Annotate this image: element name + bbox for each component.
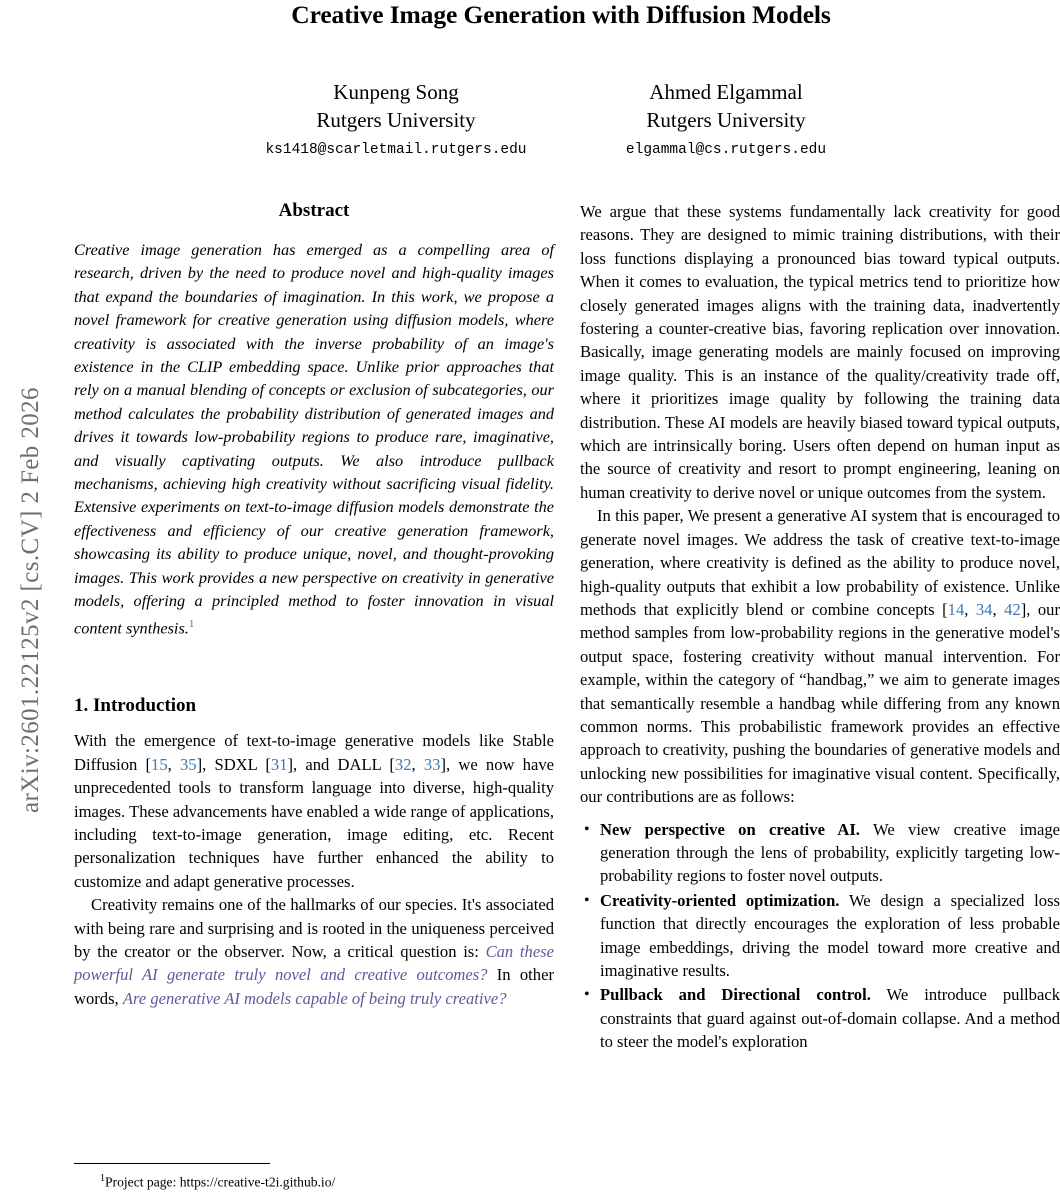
contribution-lead: Creativity-oriented optimization.	[600, 890, 840, 910]
rhetorical-question-2: Are generative AI models capable of being truly creative?	[122, 988, 507, 1008]
author-affiliation: Rutgers University	[646, 108, 806, 132]
footnote-number: 1	[100, 1173, 105, 1184]
right-paragraph-1: We argue that these systems fundamentally lack creativity for good reasons. They are designed to mimic training distributions, with their loss functions displaying a pronounced bias toward typical outputs. When it comes to evaluation, the typical metrics tend to prioritize how closely generated images aligns with the training data, inadvertently fostering a counter-creative bias, favoring replication over innovation. Basically, image generating models are mainly focused on improving image quality. This is an instance of the quality/creativity trade off, where it prioritizes image quality by following the training data distribution. These AI models are heavily biased toward typical outputs, which are intrinsically boring. Users often depend on human input as the source of creativity and resort to prompt engineering, leaning on human creativity to derive novel or unique outcomes from the system.	[580, 202, 1060, 502]
contribution-lead: New perspective on creative AI.	[600, 819, 860, 839]
author-name: Kunpeng Song	[333, 80, 459, 104]
text-segment: ,	[411, 754, 424, 774]
page-title: Creative Image Generation with Diffusion Models	[291, 0, 831, 29]
author-email[interactable]: elgammal@cs.rutgers.edu	[625, 142, 827, 158]
footnote-text	[74, 1170, 554, 1191]
arxiv-stamp	[0, 0, 62, 1200]
abstract-heading: Abstract	[278, 200, 350, 221]
footnote-content[interactable]: Project page: https://creative-t2i.github.io/	[105, 1174, 336, 1190]
text-segment: ,	[992, 599, 1005, 619]
author-affiliation: Rutgers University	[316, 108, 476, 132]
contribution-lead: Pullback and Directional control.	[600, 985, 871, 1005]
text-segment: In this paper, We present a generative AI system that is encouraged to generate novel images. We address the task of creative text-to-image generation, where creativity is defined as the ability to produce novel, high-quality outputs that exhibit a low probability of existence. Unlike methods that explicitly blend or combine concepts [	[580, 506, 1060, 619]
footnote-divider	[74, 1163, 270, 1164]
arxiv-stamp-text: arXiv:2601.22125v2 [cs.CV] 2 Feb 2026	[17, 387, 44, 813]
list-item	[580, 889, 1060, 983]
text-segment: Creativity remains one of the hallmarks of our species. It's associated with being rare and surprising and is rooted in the uniqueness perceived by the creator or the observer. Now, a critical question is:	[74, 895, 554, 961]
intro-paragraph-2	[74, 893, 554, 1010]
abstract-text: Creative image generation has emerged as a compelling area of research, driven by the need to produce novel and high-quality images that expand the boundaries of imagination. In this work, we propose a novel framework for creative generation using diffusion models, where creativity is associated with the inverse probability of an image's existence in the CLIP embedding space. Unlike prior approaches that rely on a manual blending of concepts or exclusion of subcategories, our method calculates the probability distribution of generated images and drives it towards low-probability regions to produce rare, imaginative, and visually captivating outputs. We also introduce pullback mechanisms, achieving high creativity without sacrificing visual fidelity. Extensive experiments on text-to-image diffusion models demonstrate the effectiveness and efficiency of our creative generation framework, showcasing its ability to produce unique, novel, and thought-provoking images. This work provides a new perspective on creativity in generative models, offering a principled method to foster innovation in visual content synthesis.	[74, 240, 554, 637]
contribution-text: We introduce pullback constraints that guard against out-of-domain collapse. And a method to steer the model's exploration	[600, 985, 1060, 1052]
contributions-list	[580, 818, 1060, 1054]
text-segment: In other words,	[74, 965, 554, 1008]
text-segment: With the emergence of text-to-image generative models like Stable Diffusion [	[74, 731, 554, 774]
contribution-text: We view creative image generation through the lens of probability, explicitly targeting low-probability regions to foster novel outputs.	[600, 819, 1060, 886]
author-block	[231, 78, 561, 163]
author-name: Ahmed Elgammal	[649, 80, 803, 104]
left-column	[74, 200, 554, 1055]
text-segment: ], we now have unprecedented tools to transform language into diverse, high-quality images. These advancements have enabled a wide range of applications, including text-to-image generation, image editing, etc. Recent personalization techniques have further enhanced the ability to customize and adapt generative processes.	[74, 754, 555, 891]
text-segment: ], SDXL [	[196, 754, 271, 774]
text-segment: ,	[964, 599, 976, 619]
author-email[interactable]: ks1418@scarletmail.rutgers.edu	[265, 142, 527, 158]
list-item	[580, 983, 1060, 1053]
right-column	[580, 200, 1060, 1055]
text-segment: ], and DALL [	[287, 754, 395, 774]
paper-header	[62, 0, 1060, 163]
citation-link[interactable]: 32	[394, 754, 412, 774]
citation-link[interactable]: 15	[151, 754, 168, 774]
list-item	[580, 818, 1060, 888]
intro-paragraph-1	[74, 729, 554, 893]
citation-link[interactable]: 31	[270, 754, 288, 774]
right-paragraph-2	[580, 504, 1060, 808]
citation-link[interactable]: 42	[1004, 599, 1021, 619]
citation-link[interactable]: 14	[947, 599, 965, 619]
author-block	[561, 78, 891, 163]
footnote-reference-link[interactable]: 1	[188, 617, 195, 630]
citation-link[interactable]: 33	[423, 754, 441, 774]
citation-link[interactable]: 35	[180, 754, 197, 774]
citation-link[interactable]: 34	[975, 599, 993, 619]
text-segment: ,	[167, 754, 180, 774]
contribution-text: We design a specialized loss function that directly encourages the exploration of less probable image embeddings, driving the model toward more creative and imaginative results.	[600, 890, 1060, 980]
two-column-body	[74, 200, 1060, 1055]
section-heading-introduction: 1. Introduction	[74, 695, 197, 717]
rhetorical-question-1: Can these powerful AI generate truly novel and creative outcomes?	[74, 941, 555, 985]
author-list	[62, 78, 1060, 163]
footnote-area	[74, 1163, 554, 1191]
abstract-body	[74, 238, 554, 639]
text-segment: ], our method samples from low-probability regions in the generative model's output space, fostering creativity without manual intervention. For example, within the category of “handbag,” we aim to generate images that semantically resemble a handbag while differing from any known common norms. This probabilistic framework provides an effective approach to creativity, pushing the boundaries of generative models and unlocking new possibilities for imaginative visual content. Specifically, our contributions are as follows:	[580, 599, 1060, 807]
